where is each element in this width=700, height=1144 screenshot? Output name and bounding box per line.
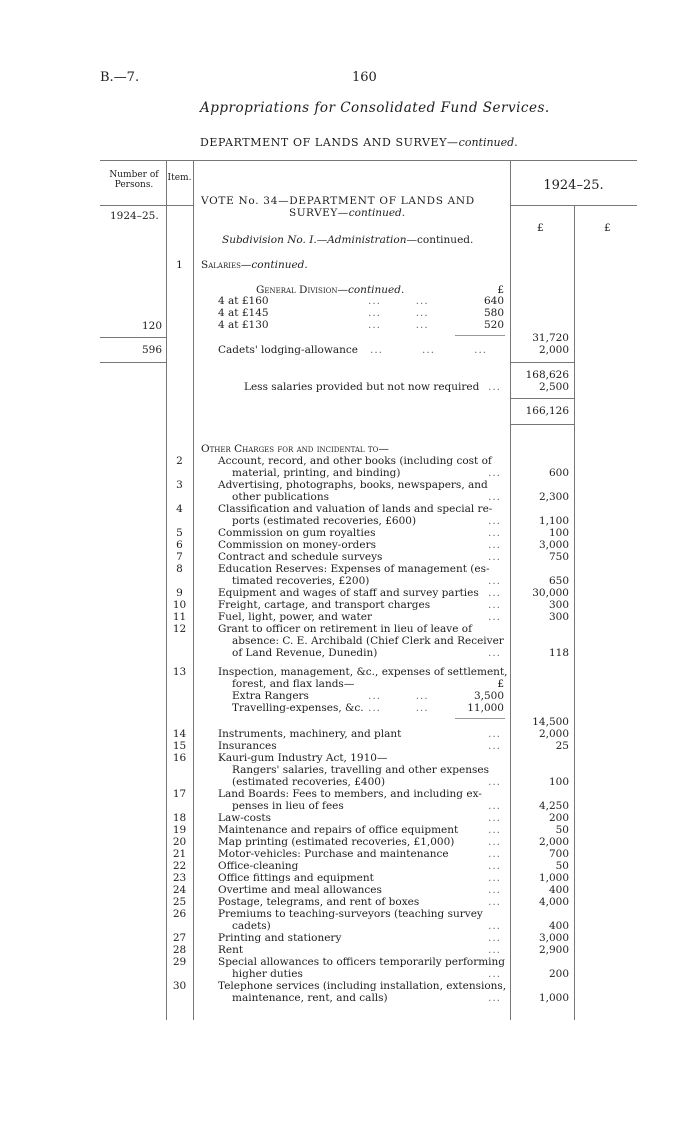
leader-dots: ... — [488, 728, 502, 740]
leader-dots: ... — [488, 491, 502, 503]
item-amount: 25 — [555, 740, 569, 752]
leader-dots: ... ... — [368, 307, 429, 319]
persons-sum-rule — [100, 337, 166, 338]
leader-dots: ... — [488, 932, 502, 944]
leader-dots: ... — [488, 740, 502, 752]
item-text: Telephone services (including installation, extensions, — [218, 980, 507, 992]
pound-col2: £ — [604, 222, 611, 234]
header-rule-amounts — [510, 205, 637, 206]
item-amount: 400 — [548, 920, 569, 932]
salaries-persons: 120 — [141, 320, 162, 332]
item-text: Fuel, light, power, and water — [218, 611, 372, 623]
item-number: 14 — [172, 728, 187, 740]
leader-dots: ... — [488, 551, 502, 563]
item-amount: 300 — [548, 611, 569, 623]
item-amount: 200 — [548, 812, 569, 824]
item-amount: 600 — [548, 467, 569, 479]
item-number: 5 — [176, 527, 183, 539]
item-number: 11 — [172, 611, 187, 623]
item-text: Grant to officer on retirement in lieu of leave of — [218, 623, 472, 635]
item-text: Motor-vehicles: Purchase and maintenance — [218, 848, 449, 860]
item-amount: 100 — [548, 527, 569, 539]
item-amount: 200 — [548, 968, 569, 980]
leader-dots: ... ... — [368, 319, 429, 331]
salary-row-amount: 640 — [483, 295, 504, 307]
gross-rule — [510, 362, 574, 363]
salaries-heading — [201, 259, 308, 271]
item-amount: 300 — [548, 599, 569, 611]
item-number: 13 — [172, 666, 187, 678]
item-number: 19 — [172, 824, 187, 836]
item-number: 3 — [176, 479, 183, 491]
leader-dots: ... — [488, 824, 502, 836]
item-amount: 50 — [555, 860, 569, 872]
leader-dots: ... — [488, 467, 502, 479]
item-amount: 2,300 — [538, 491, 569, 503]
item-text: higher duties — [232, 968, 303, 980]
item-number: 20 — [172, 836, 187, 848]
item-amount: 1,100 — [538, 515, 569, 527]
item-number: 12 — [172, 623, 187, 635]
item-amount: 118 — [548, 647, 569, 659]
leader-dots: ... — [488, 920, 502, 932]
other-charges-heading: Other Charges for and incidental to— — [201, 443, 389, 455]
vote-continued: continued. — [348, 207, 406, 219]
item-text: absence: C. E. Archibald (Chief Clerk and Receiver — [232, 635, 504, 647]
leader-dots: ... — [488, 575, 502, 587]
subdivision-label: Subdivision No. I.—Administration— — [222, 234, 417, 246]
item-text: Rent — [218, 944, 244, 956]
salary-row-amount: 580 — [483, 307, 504, 319]
item13-total: 14,500 — [532, 716, 569, 728]
item-number: 7 — [176, 551, 183, 563]
item-number: 15 — [172, 740, 187, 752]
leader-dots: ... — [488, 527, 502, 539]
vote-title-line2 — [289, 207, 405, 219]
item-number: 30 — [172, 980, 187, 992]
item-number: 18 — [172, 812, 187, 824]
item-number: 4 — [176, 503, 183, 515]
item-text: Overtime and meal allowances — [218, 884, 382, 896]
net-total: 166,126 — [525, 405, 569, 417]
salaries-continued: continued. — [251, 259, 308, 271]
leader-dots: ... ... ... — [370, 344, 488, 356]
item-text: Printing and stationery — [218, 932, 342, 944]
item-text: Special allowances to officers temporarily performing — [218, 956, 506, 968]
item-text: (estimated recoveries, £400) — [232, 776, 386, 788]
vote-survey: SURVEY— — [289, 207, 349, 219]
col-header-item: Item. — [167, 173, 192, 183]
item-amount: 1,000 — [538, 992, 569, 1004]
item-amount: 3,000 — [538, 932, 569, 944]
item-text: Rangers' salaries, travelling and other expenses — [232, 764, 489, 776]
item-text: penses in lieu of fees — [232, 800, 344, 812]
leader-dots: ... — [488, 860, 502, 872]
item-number: 27 — [172, 932, 187, 944]
item-text: Map printing (estimated recoveries, £1,000) — [218, 836, 455, 848]
gross-total: 168,626 — [525, 369, 569, 381]
leader-dots: ... — [488, 896, 502, 908]
item-text: Classification and valuation of lands and special re- — [218, 503, 493, 515]
subdivision-heading — [222, 234, 473, 246]
item-amount: 4,000 — [538, 896, 569, 908]
item-text: Law-costs — [218, 812, 271, 824]
item-text: Kauri-gum Industry Act, 1910— — [218, 752, 388, 764]
department-continued: continued. — [458, 136, 518, 149]
leader-dots: ... — [488, 836, 502, 848]
item-text: Advertising, photographs, books, newspapers, and — [218, 479, 488, 491]
item-number: 21 — [172, 848, 187, 860]
leader-dots: ... ... — [368, 690, 429, 702]
item-number: 16 — [172, 752, 187, 764]
item-number: 28 — [172, 944, 187, 956]
salaries-subtotal: 31,720 — [532, 332, 569, 344]
item-amount: 50 — [555, 824, 569, 836]
net-rule-bottom — [510, 424, 574, 425]
leader-dots: ... — [488, 992, 502, 1004]
item-text: Commission on money-orders — [218, 539, 377, 551]
item-text: Insurances — [218, 740, 277, 752]
cadets-label: Cadets' lodging-allowance — [218, 344, 358, 356]
item-text: Contract and schedule surveys — [218, 551, 383, 563]
item-number: 2 — [176, 455, 183, 467]
item-text: Equipment and wages of staff and survey parties — [218, 587, 479, 599]
leader-dots: ... — [488, 515, 502, 527]
item-number: 1 — [176, 259, 183, 271]
item-text: Office-cleaning — [218, 860, 299, 872]
less-salaries-label: Less salaries provided but not now required — [244, 381, 480, 393]
item-number: 17 — [172, 788, 187, 800]
leader-dots: ... ... — [368, 295, 429, 307]
item-amount: 2,900 — [538, 944, 569, 956]
general-division-continued: continued. — [347, 284, 405, 296]
item-number: 23 — [172, 872, 187, 884]
page-title: Appropriations for Consolidated Fund Services. — [200, 100, 550, 116]
col-rule-desc — [193, 160, 194, 1020]
item-number: 9 — [176, 587, 183, 599]
salaries-label: Salaries— — [201, 259, 252, 271]
item-text: other publications — [232, 491, 329, 503]
col-header-persons: Number of Persons. — [109, 170, 159, 190]
vote-title-line1: VOTE No. 34—DEPARTMENT OF LANDS AND — [201, 195, 475, 207]
item-text: Land Boards: Fees to members, and including ex- — [218, 788, 482, 800]
leader-dots: ... — [488, 812, 502, 824]
item-number: 24 — [172, 884, 187, 896]
item-text: cadets) — [232, 920, 271, 932]
item-number: 25 — [172, 896, 187, 908]
leader-dots: ... — [488, 381, 502, 393]
cadets-amount: 2,000 — [538, 344, 569, 356]
item-text: of Land Revenue, Dunedin) — [232, 647, 378, 659]
cadets-persons: 596 — [141, 344, 162, 356]
persons-year: 1924–25. — [110, 210, 159, 222]
leader-dots: ... — [488, 848, 502, 860]
item-text: ports (estimated recoveries, £600) — [232, 515, 417, 527]
leader-dots: ... — [488, 539, 502, 551]
department-name: DEPARTMENT OF LANDS AND SURVEY— — [200, 136, 459, 149]
leader-dots: ... — [488, 884, 502, 896]
item13-sub-amount: 3,500 — [473, 690, 504, 702]
pound-col1: £ — [537, 222, 544, 234]
page-ref: B.—7. — [100, 70, 140, 85]
item-number: 8 — [176, 563, 183, 575]
salary-row-amount: 520 — [483, 319, 504, 331]
item-number: 10 — [172, 599, 187, 611]
item-number: 29 — [172, 956, 187, 968]
item-amount: 400 — [548, 884, 569, 896]
department-title — [200, 136, 518, 149]
item-amount: 4,250 — [538, 800, 569, 812]
leader-dots: ... — [488, 968, 502, 980]
leader-dots: ... ... — [368, 702, 429, 714]
item-text: Commission on gum royalties — [218, 527, 376, 539]
item13-sub-amount: 11,000 — [467, 702, 504, 714]
leader-dots: ... — [488, 599, 502, 611]
less-salaries-amount: 2,500 — [538, 381, 569, 393]
leader-dots: ... — [488, 872, 502, 884]
item-amount: 30,000 — [532, 587, 569, 599]
item-number: 26 — [172, 908, 187, 920]
item-text: Office fittings and equipment — [218, 872, 374, 884]
leader-dots: ... — [488, 587, 502, 599]
leader-dots: ... — [488, 611, 502, 623]
salary-row-label: 4 at £160 — [218, 295, 269, 307]
item-text: Education Reserves: Expenses of management (es- — [218, 563, 490, 575]
item-text: Postage, telegrams, and rent of boxes — [218, 896, 420, 908]
persons-bottom-rule — [100, 362, 166, 363]
salary-row-label: 4 at £130 — [218, 319, 269, 331]
item-text: Freight, cartage, and transport charges — [218, 599, 431, 611]
item-text: maintenance, rent, and calls) — [232, 992, 388, 1004]
leader-dots: ... — [488, 776, 502, 788]
item13-sub-label: Extra Rangers — [232, 690, 309, 702]
item-text: Inspection, management, &c., expenses of settlement, — [218, 666, 508, 678]
net-rule-top — [510, 398, 574, 399]
col-rule-amount2 — [574, 205, 575, 1020]
leader-dots: ... — [488, 800, 502, 812]
item-amount: 700 — [548, 848, 569, 860]
item-amount: 100 — [548, 776, 569, 788]
general-division-label: General Division— — [256, 284, 348, 296]
item-amount: 650 — [548, 575, 569, 587]
salary-row-label: 4 at £145 — [218, 307, 269, 319]
salaries-sum-rule — [455, 335, 505, 336]
header-rule-persons — [100, 205, 166, 206]
item-amount: 750 — [548, 551, 569, 563]
item-text: timated recoveries, £200) — [232, 575, 370, 587]
item-text: Premiums to teaching-surveyors (teaching survey — [218, 908, 483, 920]
table-top-rule — [100, 160, 637, 161]
leader-dots: ... — [488, 944, 502, 956]
item-text: material, printing, and binding) — [232, 467, 401, 479]
item-number: 6 — [176, 539, 183, 551]
item-text: Account, record, and other books (including cost of — [218, 455, 492, 467]
item13-sub-label: Travelling-expenses, &c. — [232, 702, 364, 714]
header-rule-item — [166, 205, 193, 206]
item-number: 22 — [172, 860, 187, 872]
item-amount: 3,000 — [538, 539, 569, 551]
col-header-year: 1924–25. — [543, 178, 604, 193]
item-text: forest, and flax lands— — [232, 678, 355, 690]
leader-dots: ... — [488, 647, 502, 659]
item13-pound: £ — [497, 678, 504, 690]
item-text: Maintenance and repairs of office equipment — [218, 824, 459, 836]
page-number: 160 — [352, 70, 377, 85]
item-amount: 2,000 — [538, 728, 569, 740]
item-amount: 2,000 — [538, 836, 569, 848]
item-text: Instruments, machinery, and plant — [218, 728, 402, 740]
item-amount: 1,000 — [538, 872, 569, 884]
item13-sum-rule — [455, 718, 505, 719]
subdivision-continued: continued. — [417, 234, 474, 246]
salaries-pound: £ — [497, 284, 504, 296]
col-rule-amount1 — [510, 160, 511, 1020]
